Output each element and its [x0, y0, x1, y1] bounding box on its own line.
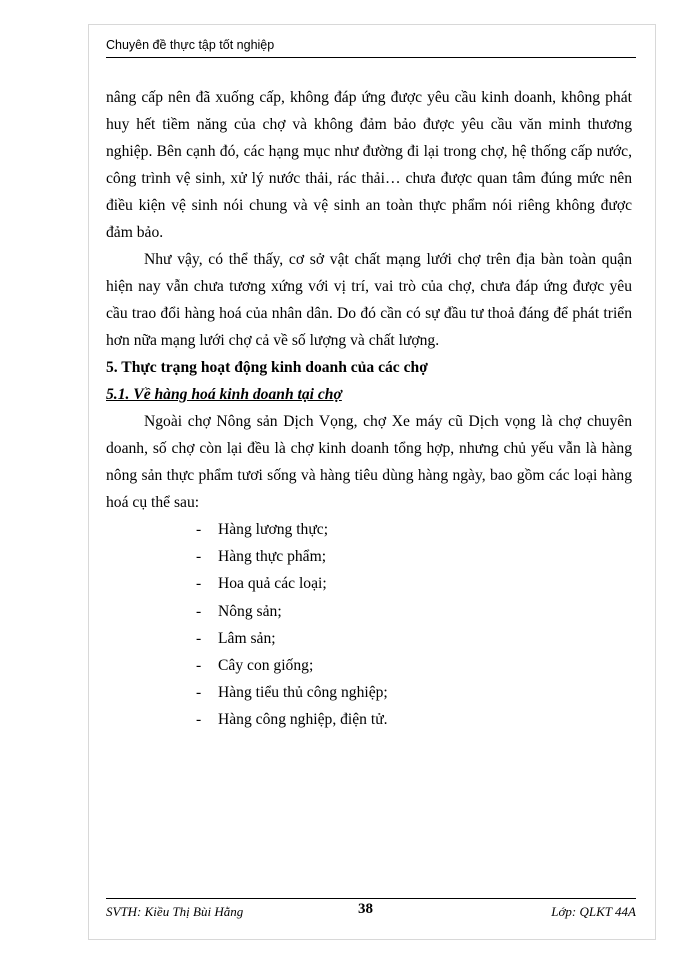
list-item: - Hàng công nghiệp, điện tử. [196, 711, 388, 729]
page-header: Chuyên đề thực tập tốt nghiệp [106, 38, 275, 52]
footer-divider [106, 898, 636, 899]
list-item: - Cây con giống; [196, 657, 314, 675]
document-body [106, 84, 632, 734]
list-item: - Hàng thực phẩm; [196, 548, 327, 566]
page-number: 38 [358, 901, 373, 917]
list-item: - Lâm sản; [196, 629, 276, 647]
subsection-heading-5-1: 5.1. Về hàng hoá kinh doanh tại chợ [106, 386, 342, 403]
header-divider [106, 57, 636, 58]
list-item: - Hàng lương thực; [196, 521, 329, 538]
goods-list [106, 516, 632, 734]
section-heading-5: 5. Thực trạng hoạt động kinh doanh của các chợ [106, 359, 428, 376]
footer-class: Lớp: QLKT 44A [551, 904, 636, 919]
list-item: - Hàng tiểu thủ công nghiệp; [196, 684, 388, 702]
paragraph-summary: Như vậy, có thể thấy, cơ sở vật chất mạng lưới chợ trên địa bàn toàn quận hiện nay vẫn chưa tương xứng với vị trí, vai trò của chợ, chưa đáp ứng được yêu cầu trao đổi hàng hoá của nhân dân. Do đó cần có sự đầu tư thoả đáng để phát triển hơn nữa mạng lưới chợ cả về số lượng và chất lượng. [106, 251, 632, 349]
paragraph-continuation: nâng cấp nên đã xuống cấp, không đáp ứng được yêu cầu kinh doanh, không phát huy hết tiềm năng của chợ và không đảm bảo được yêu cầu văn minh thương nghiệp. Bên cạnh đó, các hạng mục như đường đi lại trong chợ, hệ thống cấp nước, công trình vệ sinh, xử lý nước thải, rác thải… chưa được quan tâm đúng mức nên điều kiện vệ sinh nói chung và vệ sinh an toàn thực phẩm nói riêng không được đảm bảo. [106, 89, 632, 241]
list-item: - Nông sản; [196, 602, 282, 620]
list-item: - Hoa quả các loại; [196, 575, 327, 593]
footer-student: SVTH: Kiều Thị Bùi Hằng [106, 904, 244, 919]
paragraph-goods-intro: Ngoài chợ Nông sản Dịch Vọng, chợ Xe máy cũ Dịch vọng là chợ chuyên doanh, số chợ còn lại đều là chợ kinh doanh tổng hợp, nhưng chủ yếu vẫn là hàng nông sản thực phẩm tươi sống và hàng tiêu dùng hàng ngày, bao gồm các loại hàng hoá cụ thể sau: [106, 413, 632, 511]
